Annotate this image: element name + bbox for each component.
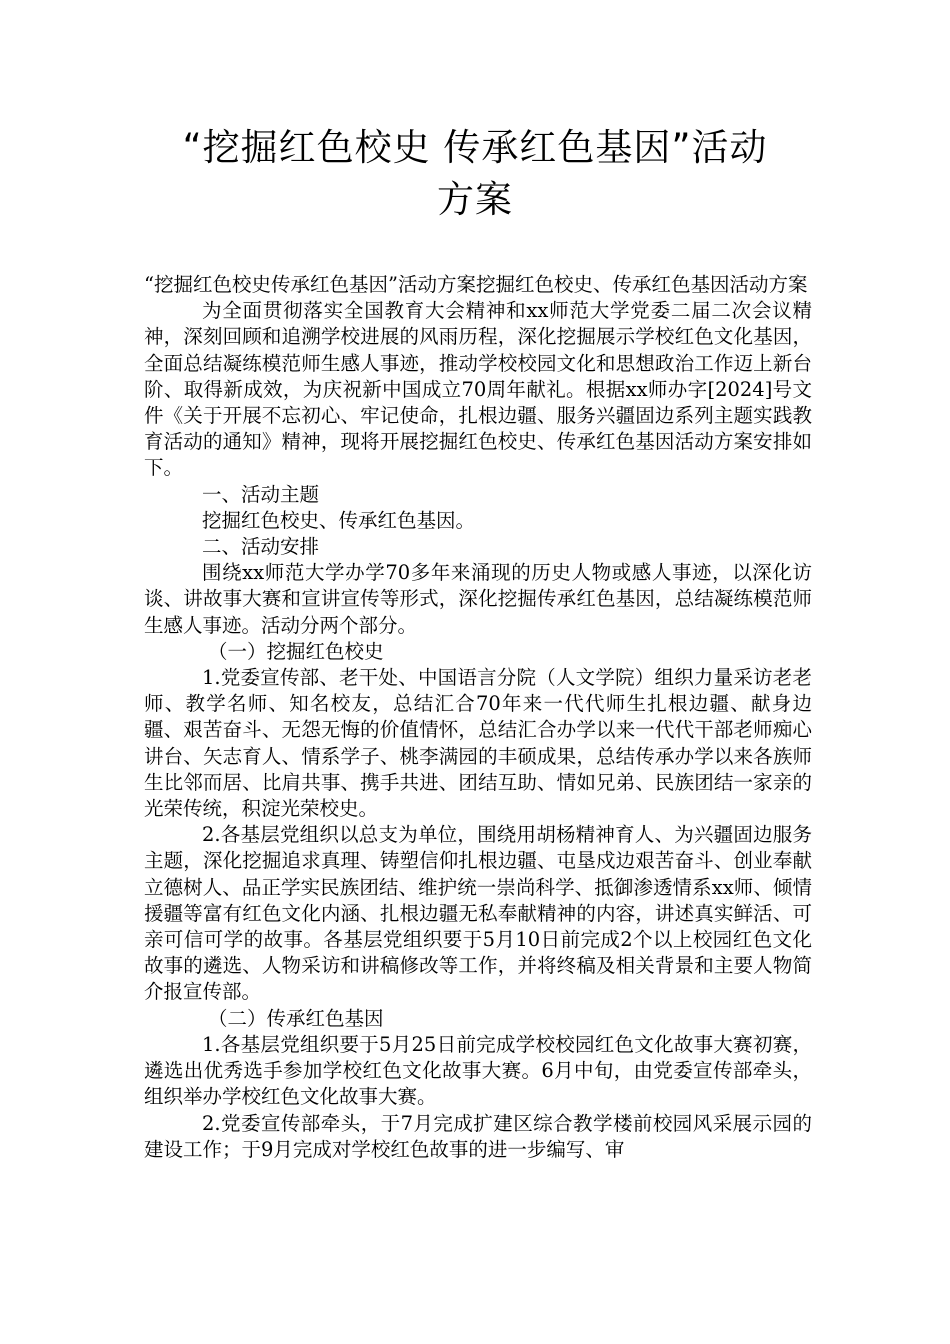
body-paragraph: 1.党委宣传部、老干处、中国语言分院（人文学院）组织力量采访老老师、教学名师、知名校友，总结汇合70年来一代代师生扎根边疆、献身边疆、艰苦奋斗、无怨无悔的价值情怀，总结汇合办学以来一代代干部老师痴心讲台、矢志育人、情系学子、桃李满园的丰硕成果，总结传承办学以来各族师生比邻而居、比肩共事、携手共进、团结互助、情如兄弟、民族团结一家亲的光荣传统，积淀光荣校史。 bbox=[144, 666, 812, 821]
body-paragraph: 为全面贯彻落实全国教育大会精神和xx师范大学党委二届二次会议精神，深刻回顾和追溯学校进展的风雨历程，深化挖掘展示学校红色文化基因，全面总结凝练模范师生感人事迹，推动学校校园文化和思想政治工作迈上新台阶、取得新成效，为庆祝新中国成立70周年献礼。根据xx师办字[2024]号文件《关于开展不忘初心、牢记使命，扎根边疆、服务兴疆固边系列主题实践教育活动的通知》精神，现将开展挖掘红色校史、传承红色基因活动方案安排如下。 bbox=[144, 299, 812, 480]
body-paragraph: 1.各基层党组织要于5月25日前完成学校校园红色文化故事大赛初赛，遴选出优秀选手参加学校红色文化故事大赛。6月中旬，由党委宣传部牵头，组织举办学校红色文化故事大赛。 bbox=[144, 1032, 812, 1109]
subsection-heading: （一）挖掘红色校史 bbox=[208, 639, 384, 663]
subsection-heading: （二）传承红色基因 bbox=[208, 1006, 384, 1030]
section-heading: 二、活动安排 bbox=[202, 535, 320, 559]
intro-paragraph: “挖掘红色校史传承红色基因”活动方案挖掘红色校史、传承红色基因活动方案 bbox=[144, 273, 808, 296]
body-paragraph: 挖掘红色校史、传承红色基因。 bbox=[202, 508, 476, 532]
title-line-1: “挖掘红色校史 传承红色基因”活动 bbox=[182, 126, 768, 169]
document-body bbox=[144, 272, 812, 1163]
document-title bbox=[100, 122, 850, 226]
body-paragraph: 围绕xx师范大学办学70多年来涌现的历史人物或感人事迹，以深化访谈、讲故事大赛和宣讲宣传等形式，深化挖掘传承红色基因，总结凝练模范师生感人事迹。活动分两个部分。 bbox=[144, 561, 812, 637]
section-heading: 一、活动主题 bbox=[202, 482, 320, 506]
body-paragraph: 2.党委宣传部牵头，于7月完成扩建区综合教学楼前校园风采展示园的建设工作；于9月完成对学校红色故事的进一步编写、审 bbox=[144, 1111, 812, 1161]
title-line-2: 方案 bbox=[437, 178, 513, 221]
body-paragraph: 2.各基层党组织以总支为单位，围绕用胡杨精神育人、为兴疆固边服务主题，深化挖掘追求真理、铸塑信仰扎根边疆、屯垦戍边艰苦奋斗、创业奉献立德树人、品正学实民族团结、维护统一崇尚科学、抵御渗透情系xx师、倾情援疆等富有红色文化内涵、扎根边疆无私奉献精神的内容，讲述真实鲜活、可亲可信可学的故事。各基层党组织要于5月10日前完成2个以上校园红色文化故事的遴选、人物采访和讲稿修改等工作，并将终稿及相关背景和主要人物简介报宣传部。 bbox=[144, 823, 812, 1004]
